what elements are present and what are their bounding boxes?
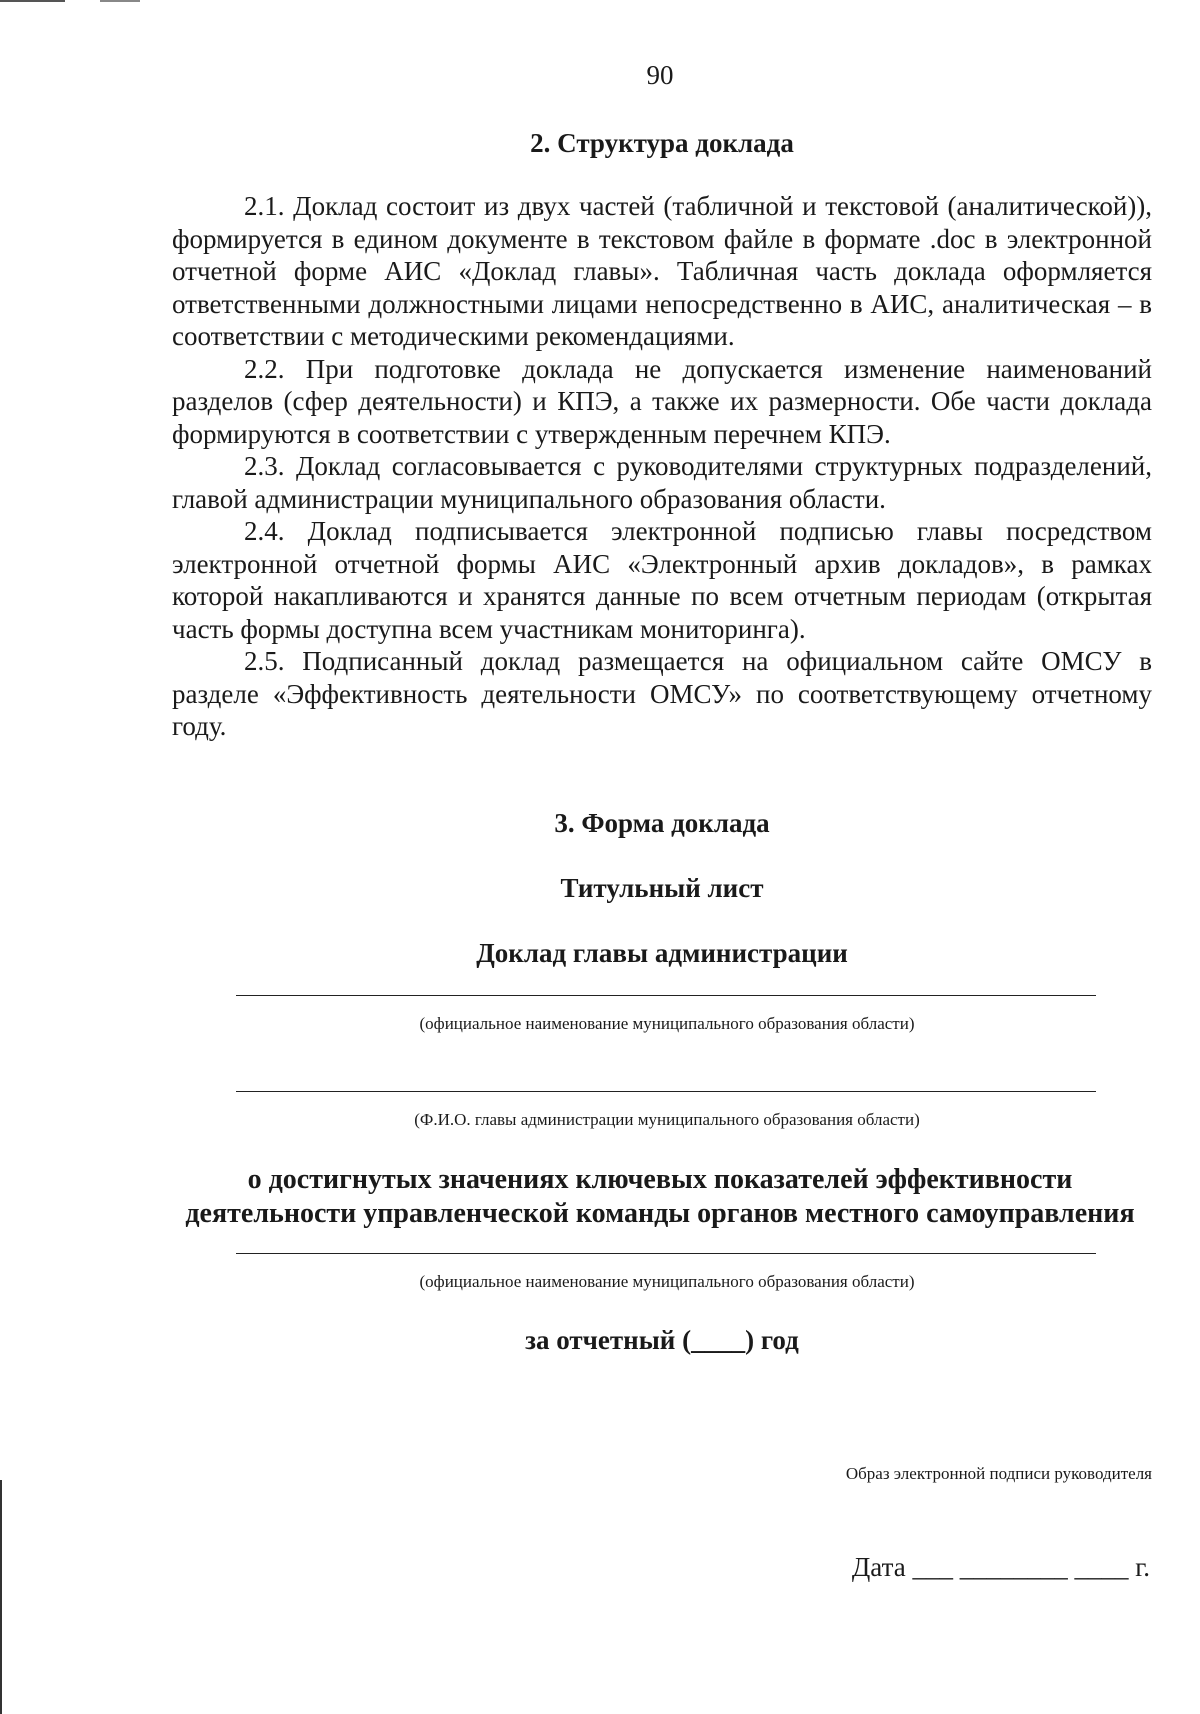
section-3-title: 3. Форма доклада xyxy=(554,808,770,838)
municipality-name-line-2 xyxy=(236,1253,1096,1254)
report-subject-line-2: деятельности управленческой команды органов местного самоуправления xyxy=(185,1198,1135,1229)
paragraph-2-3: 2.3. Доклад согласовывается с руководителями структурных подразделений, главой администрации муниципального образования области. xyxy=(172,451,1152,514)
municipality-name-line xyxy=(236,995,1096,996)
paragraph-2-2: 2.2. При подготовке доклада не допускается изменение наименований разделов (сфер деятельности) и КПЭ, а также их размерности. Обе части доклада формируются в соответствии с утвержденным перечнем КПЭ. xyxy=(172,353,1152,449)
paragraph-2-4: 2.4. Доклад подписывается электронной подписью главы посредством электронной отчетной формы АИС «Электронный архив докладов», в рамках которой накапливаются и хранятся данные по всем отчетным периодам (открытая часть формы доступна всем участникам мониторинга). xyxy=(172,516,1152,644)
paragraph-2-5: 2.5. Подписанный доклад размещается на официальном сайте ОМСУ в разделе «Эффективность деятельности ОМСУ» по соответствующему отчетному году. xyxy=(172,646,1152,741)
date-line: Дата ___ ________ ____ г. xyxy=(851,1552,1150,1582)
head-name-caption: (Ф.И.О. главы администрации муниципального образования области) xyxy=(414,1110,920,1129)
page-number: 90 xyxy=(646,60,674,90)
municipality-name-caption: (официальное наименование муниципального образования области) xyxy=(419,1014,915,1033)
section-2-body xyxy=(172,190,1152,743)
paragraph-2-1: 2.1. Доклад состоит из двух частей (табличной и текстовой (аналитической)), формируется в едином документе в текстовом файле в формате .doc в электронной отчетной форме АИС «Доклад главы». Табличная часть доклада оформляется ответственными должностными лицами непосредственно в АИС, аналитическая – в соответствии с методическими рекомендациями. xyxy=(172,191,1152,351)
section-2-title: 2. Структура доклада xyxy=(530,128,794,158)
municipality-name-caption-2: (официальное наименование муниципального образования области) xyxy=(419,1272,915,1291)
title-page-heading: Титульный лист xyxy=(560,873,764,903)
signature-image-caption: Образ электронной подписи руководителя xyxy=(845,1464,1152,1483)
reporting-year-line: за отчетный (____) год xyxy=(525,1325,799,1355)
report-title: Доклад главы администрации xyxy=(476,938,848,968)
scan-mark xyxy=(0,0,65,2)
scan-edge xyxy=(0,1480,2,1714)
head-name-line xyxy=(236,1091,1096,1092)
report-subject-line-1: о достигнутых значениях ключевых показателей эффективности xyxy=(247,1164,1073,1195)
scan-mark xyxy=(100,0,140,2)
